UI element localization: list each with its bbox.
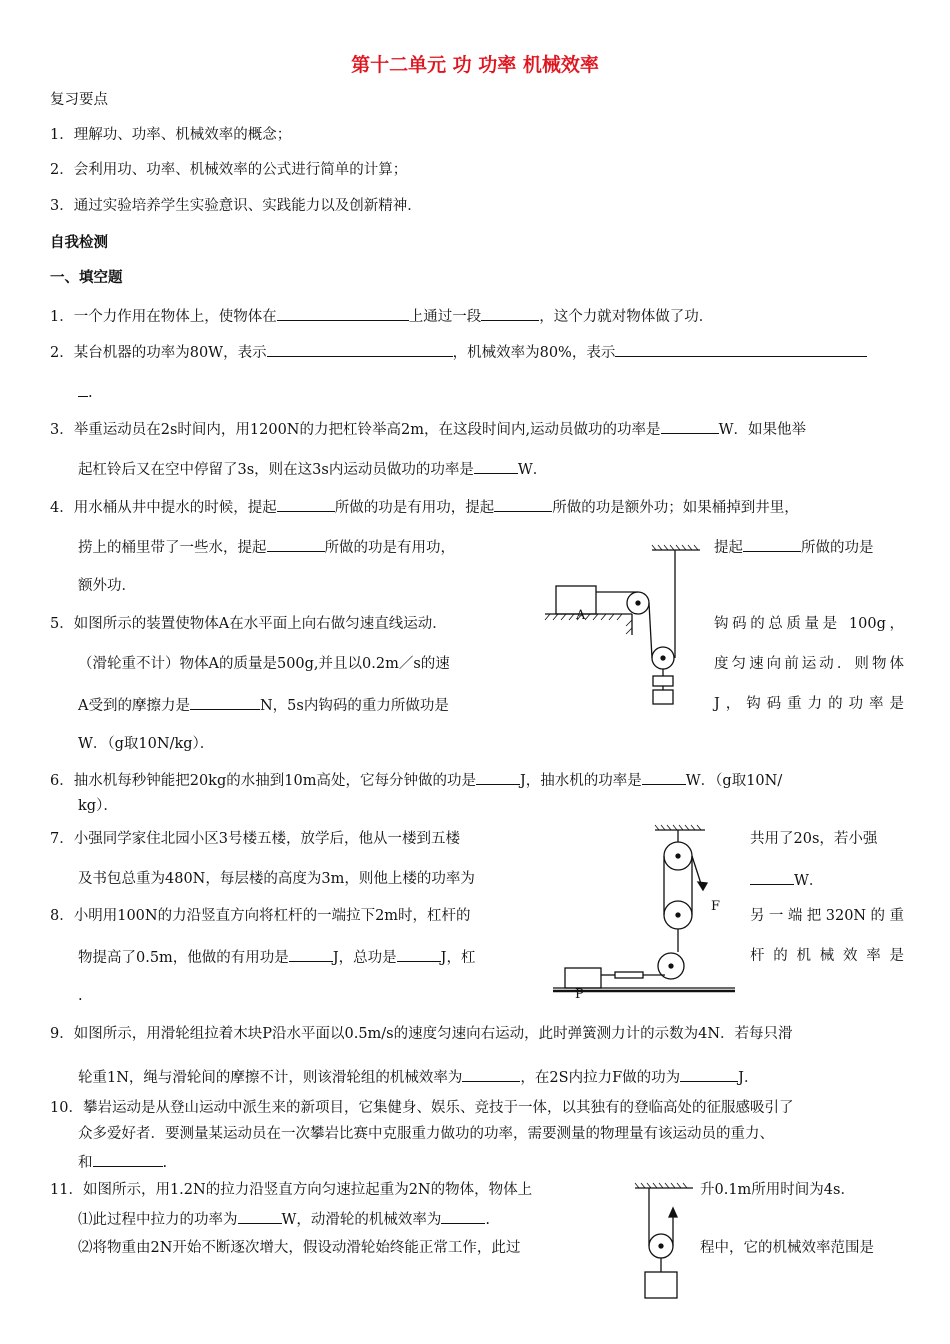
q1-text-c: ，这个力就对物体做了功． <box>539 309 714 325</box>
q4-text-e: 所做的功是有用功， <box>324 540 455 556</box>
figure-1-pulley-table <box>540 540 710 715</box>
q8-text-f: 杆的机械效率是 <box>750 948 904 964</box>
q7-text-a: 7．小强同学家住北园小区3号楼五楼，放学后，他从一楼到五楼 <box>50 831 460 847</box>
q8-text-g: . <box>78 988 83 1004</box>
q5-text-b: 钩码的总质量是 100g， <box>714 616 904 632</box>
fig1-weight-2 <box>653 690 673 704</box>
question-9-line2 <box>78 1066 758 1088</box>
q11-text-a: 11．如图所示，用1.2N的拉力沿竖直方向匀速拉起重为2N的物体，物体上 <box>50 1182 533 1198</box>
q5-text-h: W．（g取10N/kg）． <box>78 736 215 752</box>
q8-text-d: J，总功是 <box>332 950 397 966</box>
page-title: 第十二单元 功 功率 机械效率 <box>351 54 599 76</box>
q10-text-b: 众多爱好者．要测量某运动员在一次攀岩比赛中克服重力做功的功率，需要测量的物理量有该运动员的重力、 <box>78 1126 774 1142</box>
fig2-block-p <box>565 968 601 988</box>
q10-text-c: 和 <box>78 1155 93 1171</box>
q4-blank-4[interactable] <box>743 536 801 552</box>
q8-text-b: 另一端把320N的重 <box>750 908 904 924</box>
q3-text-d: W． <box>517 462 548 478</box>
q2-blank-2-cont[interactable] <box>78 381 88 397</box>
q9-text-a: 9．如图所示，用滑轮组拉着木块P沿水平面以0.5m/s的速度匀速向右运动，此时弹簧测力计的示数为4N．若每只滑 <box>50 1026 793 1042</box>
q6-text-d: kg）． <box>78 798 118 814</box>
q2-blank-1[interactable] <box>267 341 453 357</box>
q9-text-b: 轮重1N，绳与滑轮间的摩擦不计，则该滑轮组的机械效率为 <box>78 1070 463 1086</box>
question-6 <box>50 769 782 791</box>
section-heading-fill-blank: 一、填空题 <box>50 270 123 286</box>
q5-text-g: J，钩码重力的功率是 <box>714 696 904 712</box>
q4-blank-1[interactable] <box>277 496 335 512</box>
q11-text-c: ⑴此过程中拉力的功率为 <box>78 1212 238 1228</box>
q9-blank-2[interactable] <box>680 1066 738 1082</box>
q10-text-a: 10．攀岩运动是从登山运动中派生来的新项目，它集健身、娱乐、竞技于一体，以其独有的登临高处的征服感吸引了 <box>50 1100 794 1116</box>
q11-text-g: 程中，它的机械效率范围是 <box>700 1240 874 1256</box>
q6-text-a: 6．抽水机每秒钟能把20kg的水抽到10m高处，它每分钟做的功是 <box>50 773 476 789</box>
q2-blank-2[interactable] <box>615 341 867 357</box>
q11-blank-2[interactable] <box>441 1208 485 1224</box>
q4-text-f: 提起 <box>714 540 743 556</box>
q10-blank-1[interactable] <box>93 1151 163 1167</box>
fig1-weight-1 <box>653 676 673 686</box>
q8-text-c: 物提高了0.5m，他做的有用功是 <box>78 950 289 966</box>
review-heading: 复习要点 <box>50 92 108 108</box>
q7-text-c: 及书包总重为480N，每层楼的高度为3m，则他上楼的功率为 <box>78 871 475 887</box>
q7-blank-1[interactable] <box>750 869 794 885</box>
q8-blank-1[interactable] <box>289 946 333 962</box>
question-3 <box>50 418 806 440</box>
review-point-2: 2．会利用功、功率、机械效率的公式进行简单的计算； <box>50 162 408 178</box>
q8-blank-2[interactable] <box>397 946 441 962</box>
q11-text-e: . <box>485 1212 491 1228</box>
q10-text-d: . <box>162 1155 168 1171</box>
question-11-part1 <box>78 1208 490 1230</box>
q1-blank-1[interactable] <box>277 305 409 321</box>
q1-text-a: 1．一个力作用在物体上，使物体在 <box>50 309 277 325</box>
question-4 <box>50 496 799 518</box>
self-check-heading: 自我检测 <box>50 235 108 251</box>
question-4-right <box>714 536 874 558</box>
question-5-line3 <box>78 694 449 716</box>
question-3-cont <box>78 458 547 480</box>
fig2-spring-scale <box>615 972 643 978</box>
review-point-3: 3．通过实验培养学生实验意识、实践能力以及创新精神． <box>50 198 422 214</box>
q3-blank-2[interactable] <box>474 458 518 474</box>
q3-text-c: 起杠铃后又在空中停留了3s，则在这3s内运动员做功的功率是 <box>78 462 474 478</box>
q5-text-f: N，5s内钩码的重力所做功是 <box>259 698 449 714</box>
q5-text-d: 度匀速向前运动．则物体 <box>714 656 904 672</box>
q6-blank-1[interactable] <box>476 769 520 785</box>
q7-text-d: W． <box>794 873 824 889</box>
q9-text-c: ，在2S内拉力F做的功为 <box>520 1070 681 1086</box>
question-8-line2 <box>78 946 475 968</box>
q2-text-b: ，机械效率为80%，表示 <box>452 345 616 361</box>
q8-text-e: J，杠 <box>440 950 476 966</box>
q11-text-d: W，动滑轮的机械效率为 <box>281 1212 442 1228</box>
question-4-cont <box>78 536 455 558</box>
figure-2-pulley-system <box>545 820 745 1005</box>
q4-text-b: 所做的功是有用功，提起 <box>334 500 495 516</box>
q7-text-b: 共用了20s，若小强 <box>750 831 878 847</box>
q4-text-d: 捞上的桶里带了一些水，提起 <box>78 540 267 556</box>
q6-blank-2[interactable] <box>642 769 686 785</box>
q4-text-h: 额外功． <box>78 578 136 594</box>
q5-blank-1[interactable] <box>190 694 260 710</box>
q2-text-a: 2．某台机器的功率为80W，表示 <box>50 345 267 361</box>
q9-blank-1[interactable] <box>462 1066 520 1082</box>
q3-text-b: W．如果他举 <box>718 422 806 438</box>
q4-text-c: 所做的功是额外功；如果桶掉到井里， <box>552 500 799 516</box>
question-10-line3 <box>78 1151 167 1173</box>
fig1-label-a: A <box>576 608 586 623</box>
question-2-cont <box>78 381 93 403</box>
q1-text-b: 上通过一段 <box>408 309 482 325</box>
review-point-1: 1．理解功、功率、机械效率的概念； <box>50 127 292 143</box>
q4-blank-2[interactable] <box>494 496 552 512</box>
q3-text-a: 3．举重运动员在2s时间内，用1200N的力把杠铃举高2m，在这段时间内,运动员做功的功率是 <box>50 422 661 438</box>
q3-blank-1[interactable] <box>661 418 719 434</box>
q11-text-f: ⑵将物重由2N开始不断逐次增大，假设动滑轮始终能正常工作，此过 <box>78 1240 521 1256</box>
q5-text-a: 5．如图所示的装置使物体A在水平面上向右做匀速直线运动． <box>50 616 447 632</box>
figure-3-movable-pulley <box>625 1180 705 1310</box>
fig2-label-p: P <box>575 987 584 1002</box>
q11-blank-1[interactable] <box>238 1208 282 1224</box>
q4-text-g: 所做的功是 <box>801 540 874 556</box>
fig3-pull-arrow <box>669 1208 677 1217</box>
q11-text-b: 升0.1m所用时间为4s． <box>700 1182 855 1198</box>
q4-text-a: 4．用水桶从井中提水的时候，提起 <box>50 500 277 516</box>
fig2-label-f: F <box>711 899 721 914</box>
question-2 <box>50 341 867 363</box>
q2-text-c: . <box>88 385 93 401</box>
fig3-weight <box>645 1272 677 1298</box>
q9-text-d: J． <box>738 1070 759 1086</box>
q8-text-a: 8．小明用100N的力沿竖直方向将杠杆的一端拉下2m时，杠杆的 <box>50 908 471 924</box>
q5-text-e: A受到的摩擦力是 <box>78 698 190 714</box>
question-1 <box>50 305 713 327</box>
q6-text-b: J，抽水机的功率是 <box>519 773 642 789</box>
q5-text-c: （滑轮重不计）物体A的质量是500g,并且以0.2m／s的速 <box>78 656 450 672</box>
q6-text-c: W．（g取10N/ <box>685 773 783 789</box>
question-7-right <box>750 869 823 891</box>
q4-blank-3[interactable] <box>267 536 325 552</box>
q1-blank-2[interactable] <box>481 305 539 321</box>
